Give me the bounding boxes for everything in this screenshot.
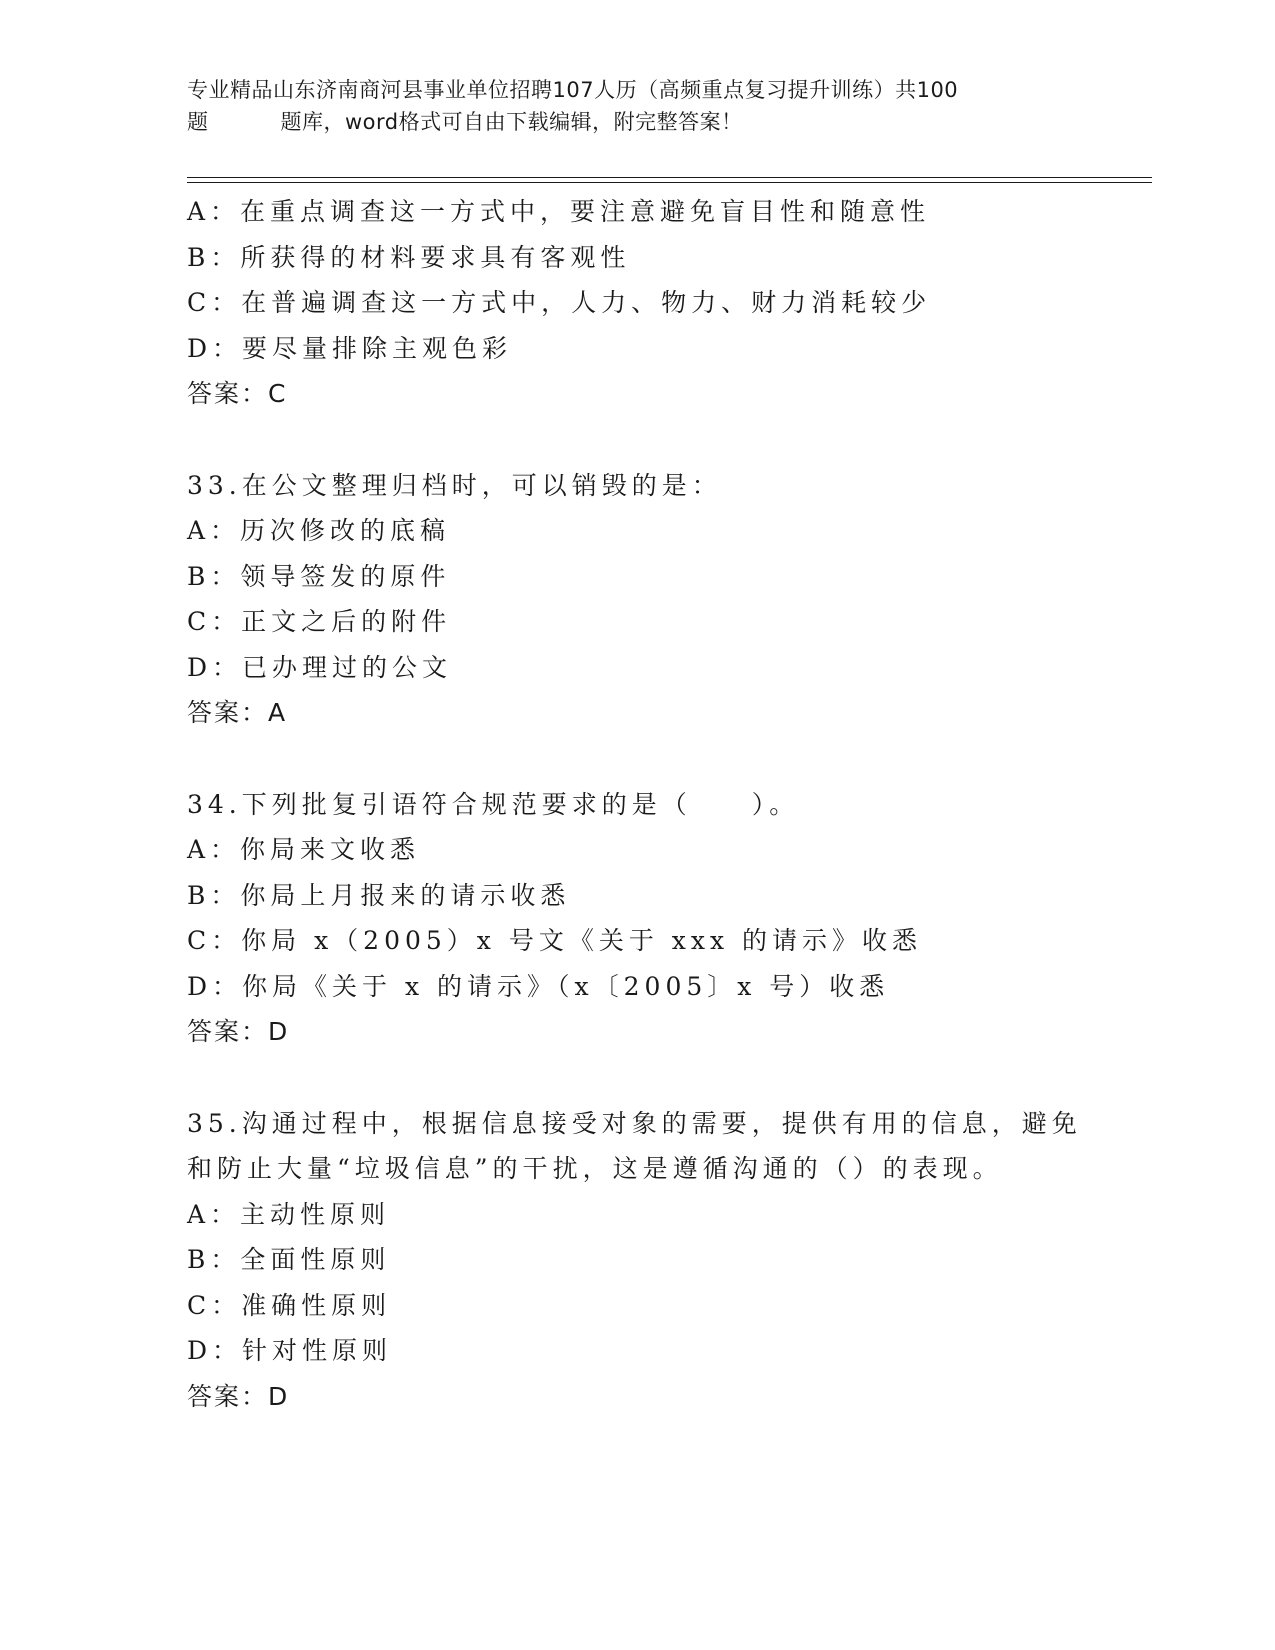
header-title-line1: 专业精品山东济南商河县事业单位招聘107人历（高频重点复习提升训练）共100 bbox=[187, 78, 959, 102]
question-35 bbox=[187, 1101, 1147, 1420]
document-header bbox=[187, 74, 1087, 138]
option-b: B：全面性原则 bbox=[187, 1245, 391, 1274]
option-c: C：正文之后的附件 bbox=[187, 607, 452, 636]
option-c: C：准确性原则 bbox=[187, 1290, 392, 1320]
option-b: B：你局上月报来的请示收悉 bbox=[187, 880, 571, 910]
answer: 答案：D bbox=[187, 1017, 290, 1046]
question-32 bbox=[187, 189, 1147, 417]
question-33 bbox=[187, 463, 1147, 736]
question-list bbox=[187, 189, 1147, 1419]
question-spacer bbox=[187, 736, 1147, 782]
question-stem: 35.沟通过程中，根据信息接受对象的需要，提供有用的信息，避免和防止大量“垃圾信息”的干扰，这是遵循沟通的（）的表现。 bbox=[187, 1108, 1082, 1183]
header-title-line2 bbox=[187, 106, 1087, 138]
option-b: B：所获得的材料要求具有客观性 bbox=[187, 242, 631, 272]
option-a: A：主动性原则 bbox=[187, 1199, 391, 1229]
option-a: A：历次修改的底稿 bbox=[187, 516, 451, 545]
question-stem: 34.下列批复引语符合规范要求的是（ ）。 bbox=[187, 789, 800, 819]
answer: 答案：D bbox=[187, 1381, 290, 1411]
question-34 bbox=[187, 782, 1147, 1055]
option-a: A：在重点调查这一方式中，要注意避免盲目性和随意性 bbox=[187, 197, 931, 226]
answer: 答案：A bbox=[187, 698, 288, 727]
question-spacer bbox=[187, 417, 1147, 463]
option-c: C：你局 x（2005）x 号文《关于 xxx 的请示》收悉 bbox=[187, 926, 923, 955]
question-stem: 33.在公文整理归档时，可以销毁的是： bbox=[187, 470, 722, 500]
option-d: D：你局《关于 x 的请示》（x〔2005〕x 号）收悉 bbox=[187, 971, 890, 1001]
option-d: D：要尽量排除主观色彩 bbox=[187, 333, 513, 363]
option-a: A：你局来文收悉 bbox=[187, 835, 421, 864]
option-b: B：领导签发的原件 bbox=[187, 561, 451, 591]
option-d: D：已办理过的公文 bbox=[187, 652, 453, 682]
option-d: D：针对性原则 bbox=[187, 1336, 393, 1365]
header-divider-bottom bbox=[187, 182, 1152, 183]
answer: 答案：C bbox=[187, 379, 288, 408]
option-c: C：在普遍调查这一方式中，人力、物力、财力消耗较少 bbox=[187, 288, 932, 317]
header-title-line2-start: 题 bbox=[187, 110, 209, 134]
header-title-line2-rest: 题库，word格式可自由下载编辑，附完整答案！ bbox=[280, 110, 743, 134]
header-divider-top bbox=[187, 177, 1152, 178]
question-spacer bbox=[187, 1055, 1147, 1101]
